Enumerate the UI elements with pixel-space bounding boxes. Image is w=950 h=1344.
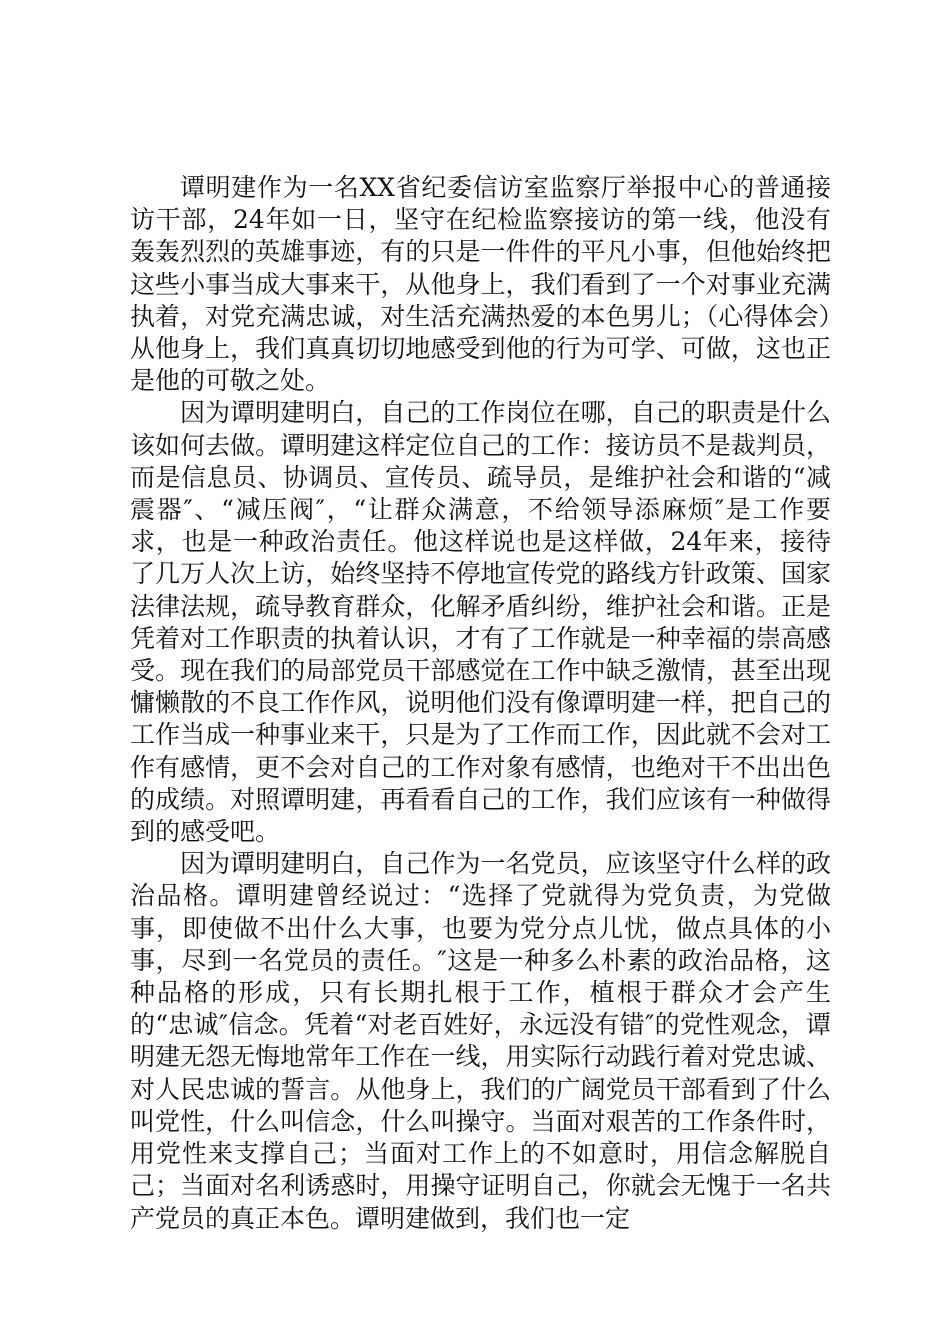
paragraph-3: 因为谭明建明白，自己作为一名党员，应该坚守什么样的政治品格。谭明建曾经说过：“选择了党就得为党负责，为党做事，即使做不出什么大事，也要为党分点儿忧，做点具体的小事，尽到一名党员的责任。″这是一种多么朴素的政治品格，这种品格的形成，只有长期扎根于工作，植根于群众才会产生的“忠诚″信念。凭着“对老百姓好，永远没有错″的党性观念，谭明建无怨无悔地常年工作在一线，用实际行动践行着对党忠诚、对人民忠诚的誓言。从他身上，我们的广阔党员干部看到了什么叫党性，什么叫信念，什么叫操守。当面对艰苦的工作条件时，用党性来支撑自己；当面对工作上的不如意时，用信念解脱自己；当面对名利诱惑时，用操守证明自己，你就会无愧于一名共产党员的真正本色。谭明建做到，我们也一定 — [130, 849, 831, 1233]
document-body — [130, 172, 831, 1235]
paragraph-1: 谭明建作为一名XX省纪委信访室监察厅举报中心的普通接访干部，24年如一日，坚守在纪检监察接访的第一线，他没有轰轰烈烈的英雄事迹，有的只是一件件的平凡小事，但他始终把这些小事当成大事来干，从他身上，我们看到了一个对事业充满执着，对党充满忠诚，对生活充满热爱的本色男儿；（心得体会）从他身上，我们真真切切地感受到他的行为可学、可做，这也正是他的可敬之处。 — [130, 173, 831, 396]
paragraph-2: 因为谭明建明白，自己的工作岗位在哪，自己的职责是什么该如何去做。谭明建这样定位自己的工作：接访员不是裁判员，而是信息员、协调员、宣传员、疏导员，是维护社会和谐的“减震器″、“减压阀″，“让群众满意，不给领导添麻烦″是工作要求，也是一种政治责任。他这样说也是这样做，24年来，接待了几万人次上访，始终坚持不停地宣传党的路线方针政策、国家法律法规，疏导教育群众，化解矛盾纠纷，维护社会和谐。正是凭着对工作职责的执着认识，才有了工作就是一种幸福的崇高感受。现在我们的局部党员干部感觉在工作中缺乏激情，甚至出现慵懒散的不良工作作风，说明他们没有像谭明建一样，把自己的工作当成一种事业来干，只是为了工作而工作，因此就不会对工作有感情，更不会对自己的工作对象有感情，也绝对干不出出色的成绩。对照谭明建，再看看自己的工作，我们应该有一种做得到的感受吧。 — [130, 398, 831, 847]
